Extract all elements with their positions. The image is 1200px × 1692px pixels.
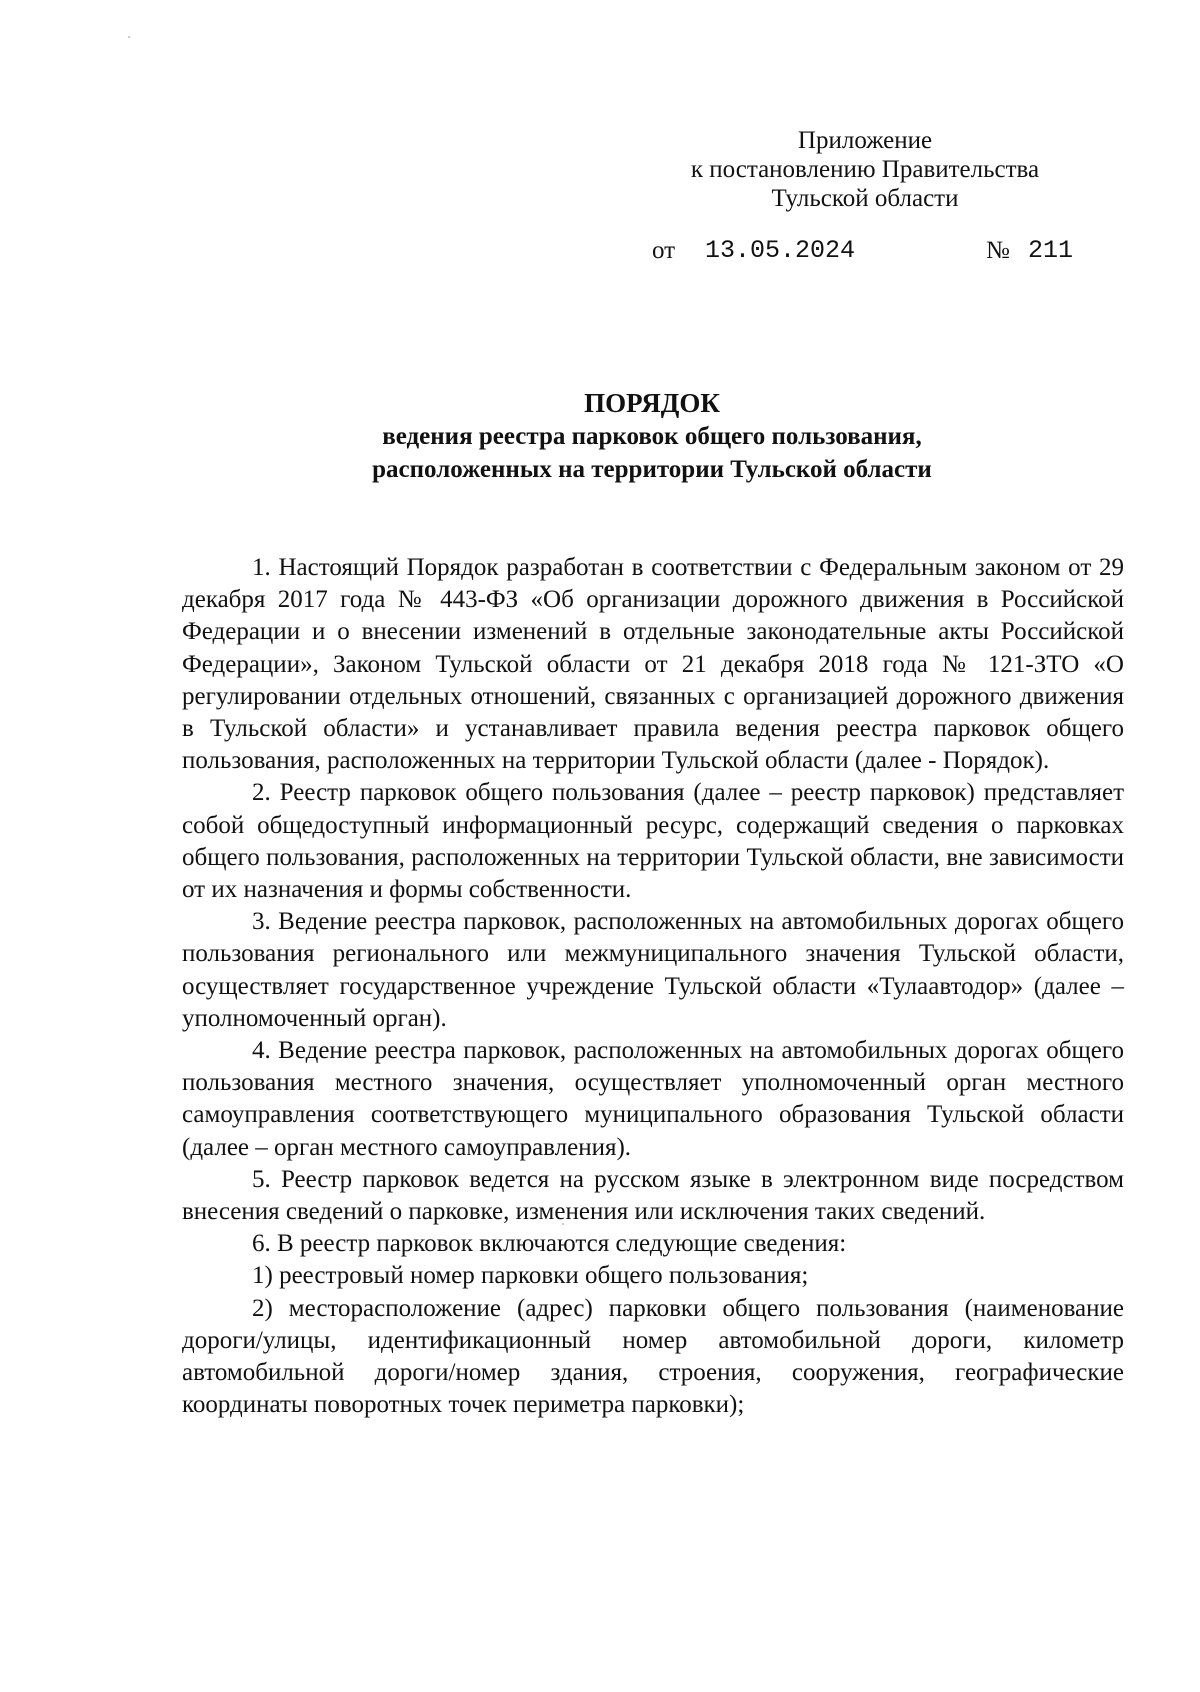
paragraph-2: 2. Реестр парковок общего пользования (далее – реестр парковок) представляет собой общедоступный информационный ресурс, содержащий сведения о парковках общего пользования, расположенных на территории Тульской области, вне зависимости от их назначения и формы собственности. [182,779,1124,904]
document-body [182,552,1124,1421]
paragraph-6: 6. В реестр парковок включаются следующие сведения: [252,1230,847,1258]
appendix-line-3: Тульской области [771,185,959,212]
appendix-header [655,126,1075,213]
number-label: № [986,237,1010,264]
scan-speck [128,36,130,38]
list-item-2: 2) месторасположение (адрес) парковки общего пользования (наименование дороги/улицы, идентификационный номер автомобильной дороги, километр автомобильной дороги/номер здания, строения, сооружения, географические координаты поворотных точек периметра парковки); [182,1294,1124,1419]
appendix-line-2: к постановлению Правительства [690,156,1040,183]
paragraph-3: 3. Ведение реестра парковок, расположенных на автомобильных дорогах общего пользования регионального или межмуниципального значения Тульской области, осуществляет государственное учреждение Тульской области «Тулаавтодор» (далее – уполномоченный орган). [182,908,1124,1032]
title-line-2: ведения реестра парковок общего пользования, [382,423,922,450]
paragraph-4: 4. Ведение реестра парковок, расположенных на автомобильных дорогах общего пользования местного значения, осуществляет уполномоченный орган местного самоуправления соответствующего муниципального образования Тульской области (далее – орган местного самоуправления). [182,1037,1124,1161]
title-main: ПОРЯДОК [584,388,720,418]
list-item-1: 1) реестровый номер парковки общего пользования; [252,1262,809,1290]
date-label: от [652,237,676,264]
document-date: 13.05.2024 [705,236,856,265]
paragraph-1: 1. Настоящий Порядок разработан в соответствии с Федеральным законом от 29 декабря 2017 года № 443-ФЗ «Об организации дорожного движения в Российской Федерации и о внесении изменений в отдельные законодательные акты Российской Федерации», Законом Тульской области от 21 декабря 2018 года № 121-ЗТО «О регулировании отдельных отношений, связанных с организацией дорожного движения в Тульской области» и устанавливает правила ведения реестра парковок общего пользования, расположенных на территории Тульской области (далее - Порядок). [182,554,1124,775]
document-number: 211 [1028,236,1074,265]
paragraph-5: 5. Реестр парковок ведется на русском языке в электронном виде посредством внесения сведений о парковке, изменения или исключения таких сведений. [182,1165,1124,1226]
appendix-line-1: Приложение [797,127,933,154]
title-line-3: расположенных на территории Тульской области [372,456,932,483]
document-title [180,386,1124,486]
